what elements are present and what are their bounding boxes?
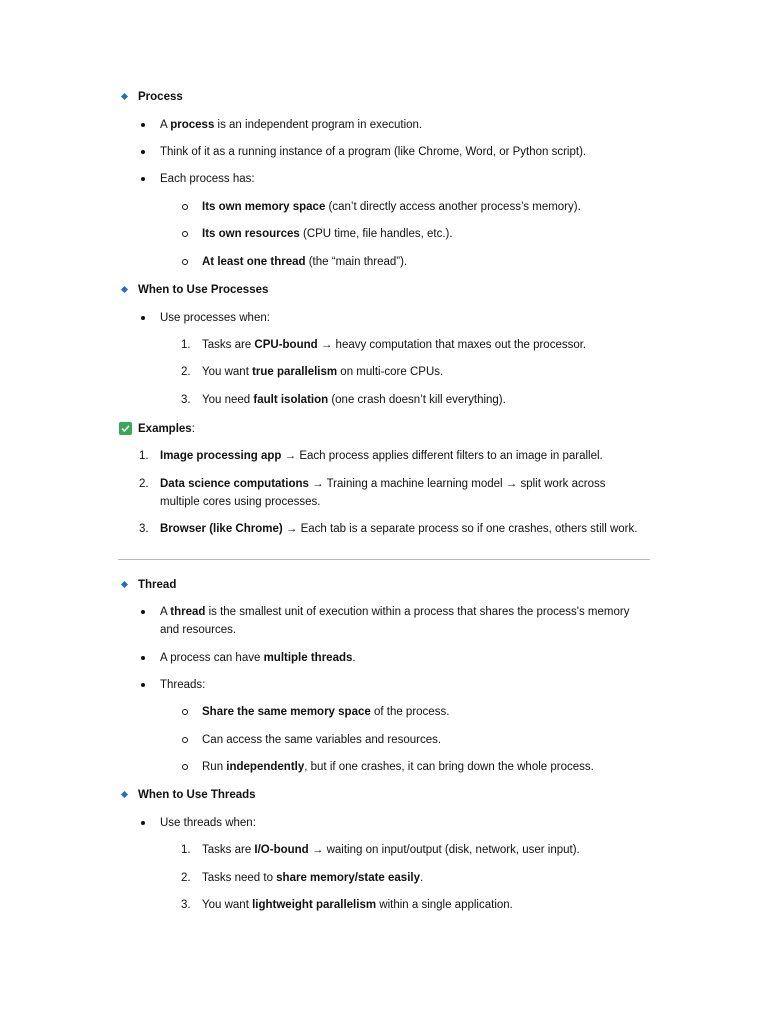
list-item: A thread is the smallest unit of execution within a process that shares the process's memory: [160, 605, 629, 619]
bullet-icon: [141, 123, 145, 127]
sub-list-item: Run independently, but if one crashes, it can bring down the whole process.: [202, 760, 594, 774]
circle-bullet-icon: [182, 709, 188, 715]
bullet-icon: [141, 656, 145, 660]
list-item: A process is an independent program in execution.: [160, 118, 422, 132]
sub-list-item: Share the same memory space of the process.: [202, 705, 449, 719]
diamond-icon: [121, 791, 128, 798]
bullet-icon: [141, 610, 145, 614]
sub-list-item: Its own memory space (can’t directly access another process’s memory).: [202, 200, 581, 214]
bullet-icon: [141, 177, 145, 181]
numbered-item: 1. Tasks are CPU-bound → heavy computation that maxes out the processor.: [181, 339, 587, 351]
horizontal-divider: [118, 559, 650, 560]
diamond-icon: [121, 581, 128, 588]
numbered-item: 2. You want true parallelism on multi-core CPUs.: [181, 366, 444, 378]
heading-process: Process: [138, 90, 183, 104]
heading-when-to-use-threads: When to Use Threads: [138, 788, 256, 802]
numbered-item: 2. Tasks need to share memory/state easily.: [181, 872, 424, 884]
bullet-icon: [141, 821, 145, 825]
sub-list-item: At least one thread (the “main thread”).: [202, 255, 407, 269]
numbered-item: 3. You need fault isolation (one crash doesn’t kill everything).: [181, 394, 506, 406]
numbered-item: 3. You want lightweight parallelism within a single application.: [181, 899, 513, 911]
list-item: Each process has:: [160, 172, 255, 186]
heading-when-to-use-processes: When to Use Processes: [138, 283, 268, 297]
list-item: Threads:: [160, 678, 205, 692]
heading-thread: Thread: [138, 578, 176, 592]
list-item: A process can have multiple threads.: [160, 651, 356, 665]
heading-examples: Examples:: [138, 422, 195, 436]
diamond-icon: [121, 93, 128, 100]
numbered-item: 2. Data science computations → Training a machine learning model → split work across: [139, 478, 606, 490]
circle-bullet-icon: [182, 737, 188, 743]
numbered-item: 1. Image processing app → Each process applies different filters to an image in parallel.: [139, 450, 603, 462]
circle-bullet-icon: [182, 259, 188, 265]
sub-list-item: Its own resources (CPU time, file handles, etc.).: [202, 227, 453, 241]
bullet-icon: [141, 683, 145, 687]
circle-bullet-icon: [182, 231, 188, 237]
list-item: Use threads when:: [160, 816, 256, 830]
list-item: Use processes when:: [160, 311, 270, 325]
bullet-icon: [141, 150, 145, 154]
list-item: Think of it as a running instance of a program (like Chrome, Word, or Python script).: [160, 145, 586, 159]
bullet-icon: [141, 316, 145, 320]
sub-list-item: Can access the same variables and resources.: [202, 733, 441, 747]
circle-bullet-icon: [182, 764, 188, 770]
numbered-item-continuation: multiple cores using processes.: [160, 496, 321, 508]
numbered-item: 3. Browser (like Chrome) → Each tab is a separate process so if one crashes, others still work.: [139, 523, 638, 535]
numbered-item: 1. Tasks are I/O-bound → waiting on input/output (disk, network, user input).: [181, 844, 580, 856]
circle-bullet-icon: [182, 204, 188, 210]
diamond-icon: [121, 286, 128, 293]
check-mark-icon: [119, 422, 132, 435]
list-item-continuation: and resources.: [160, 624, 237, 636]
